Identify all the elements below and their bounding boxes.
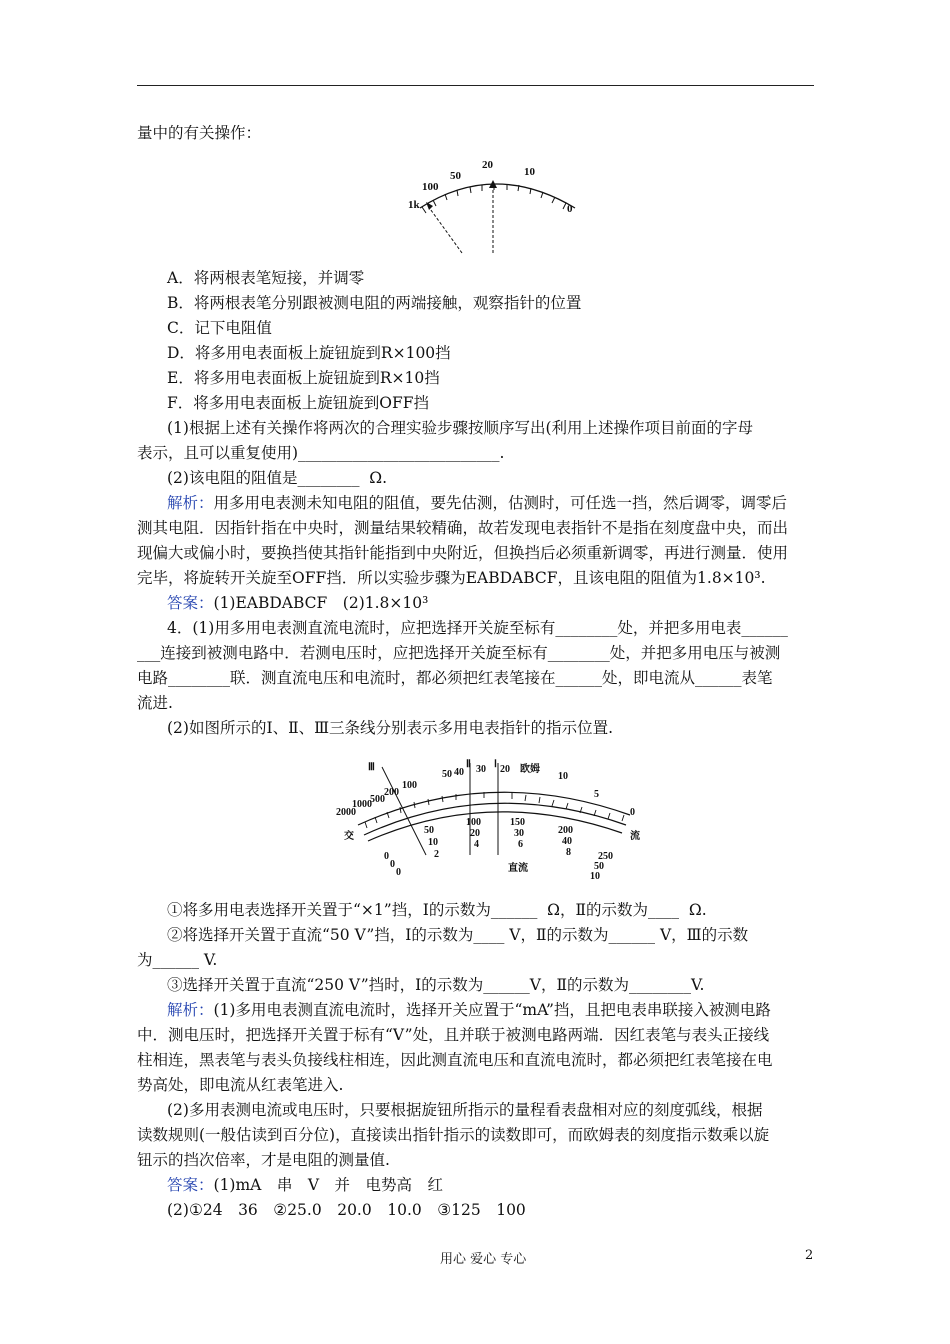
q3-analysis-line4: 完毕，将旋转开关旋至OFF挡．所以实验步骤为EABDABCF，且该电阻的阻值为1.8×10³.	[137, 569, 766, 587]
q3-analysis-line2: 测其电阻．因指针指在中央时，测量结果较精确，故若发现电表指针不是指在刻度盘中央，而出	[137, 519, 789, 537]
scale-0-a: 0	[384, 851, 389, 862]
ohmmeter-dial-figure	[400, 150, 600, 255]
ohm-label-1000: 1000	[352, 799, 372, 810]
scale10-6: 6	[518, 839, 523, 850]
ohm-label-200: 200	[384, 787, 399, 798]
analysis2-line2: 中．测电压时，把选择开关置于标有“V”处，且并联于被测电路两端．因红表笔与表头正接线	[137, 1026, 770, 1044]
dial1-label-100: 100	[422, 181, 439, 193]
analysis-label: 解析：	[167, 494, 214, 512]
scale250-250: 250	[598, 851, 613, 862]
scale50-40: 40	[562, 836, 572, 847]
option-d: D．将多用电表面板上旋钮旋到R×100挡	[167, 344, 451, 362]
sub-1: ①将多用电表选择开关置于“×1”挡，Ⅰ的示数为______ Ω，Ⅱ的示数为____ Ω.	[167, 901, 707, 919]
q4-line4: 流进.	[137, 694, 173, 712]
dc-label: 直流	[508, 863, 528, 874]
option-b: B．将两根表笔分别跟被测电阻的两端接触，观察指针的位置	[167, 294, 582, 312]
dial1-label-10: 10	[524, 166, 535, 178]
dial1-label-50: 50	[450, 170, 461, 182]
dial1-label-1k: 1k	[408, 199, 420, 211]
ohm-label-500: 500	[370, 794, 385, 805]
scale50-30: 30	[514, 828, 524, 839]
analysis2-line6: 读数规则(一般估读到百分位)，直接读出指针指示的读数即可，而欧姆表的刻度指示数乘以旋	[137, 1126, 770, 1144]
header-rule	[137, 85, 814, 86]
analysis2-line1: 解析：(1)多用电表测直流电流时，选择开关应置于“mA”挡，且把电表串联接入被测电路	[167, 1001, 771, 1019]
dial-arc	[420, 184, 575, 208]
scale10-4: 4	[474, 839, 479, 850]
ohm-label-10: 10	[558, 771, 568, 782]
ohm-label-30: 30	[476, 764, 486, 775]
ohm-label-50: 50	[442, 769, 452, 780]
scale50-10: 10	[428, 837, 438, 848]
sub-2b: 为______ V.	[137, 951, 218, 969]
scale50-20: 20	[470, 828, 480, 839]
q4-line3: 电路________联．测直流电压和电流时，都必须把红表笔接在______处，即电流从______表笔	[137, 669, 773, 687]
ohm-label-100: 100	[402, 780, 417, 791]
q3-part1-line1: (1)根据上述有关操作将两次的合理实验步骤按顺序写出(利用上述操作项目前面的字母	[167, 419, 754, 437]
ohm-label-5: 5	[594, 789, 599, 800]
scale10-10: 10	[590, 871, 600, 882]
analysis2-label: 解析：	[167, 1001, 214, 1019]
q4-line5: (2)如图所示的Ⅰ、Ⅱ、Ⅲ三条线分别表示多用电表指针的指示位置.	[167, 719, 613, 737]
scale50-50: 50	[594, 861, 604, 872]
ohm-title: 欧姆	[520, 764, 540, 775]
scale250-100: 100	[466, 817, 481, 828]
pointer-label-I: Ⅰ	[494, 759, 497, 770]
ohm-label-40: 40	[454, 767, 464, 778]
q3-answer: 答案：(1)EABDABCF (2)1.8×10³	[167, 594, 429, 612]
multimeter-dial-figure	[330, 755, 650, 885]
q3-analysis-line3: 现偏大或偏小时，要换挡使其指针能指到中央附近，但换挡后必须重新调零，再进行测量．使用	[137, 544, 789, 562]
answer2-line1: 答案：(1)mA 串 V 并 电势高 红	[167, 1176, 444, 1194]
dial1-label-0: 0	[567, 203, 573, 215]
answer-label: 答案：	[167, 594, 214, 612]
ac-label: 交	[344, 831, 354, 842]
analysis2-line4: 势高处，即电流从红表笔进入.	[137, 1076, 344, 1094]
analysis2-line7: 钮示的挡次倍率，才是电阻的测量值.	[137, 1151, 390, 1169]
analysis2-line3: 柱相连，黑表笔与表头负接线柱相连，因此测直流电压和直流电流时，都必须把红表笔接在电	[137, 1051, 773, 1069]
q3-part2: (2)该电阻的阻值是________ Ω.	[167, 469, 388, 487]
ohm-label-20: 20	[500, 764, 510, 775]
scale250-50: 50	[424, 825, 434, 836]
ohm-label-0: 0	[630, 807, 635, 818]
answer2-line2: (2)①24 36 ②25.0 20.0 10.0 ③125 100	[167, 1201, 526, 1219]
option-c: C．记下电阻值	[167, 319, 272, 337]
option-f: F．将多用电表面板上旋钮旋到OFF挡	[167, 394, 429, 412]
scale10-2: 2	[434, 849, 439, 860]
scale-0-b: 0	[390, 859, 395, 870]
sub-3: ③选择开关置于直流“250 V”挡时，Ⅰ的示数为______V，Ⅱ的示数为________V.	[167, 976, 705, 994]
pointer-arrow-left	[426, 202, 433, 210]
sub-2a: ②将选择开关置于直流“50 V”挡，Ⅰ的示数为____ V，Ⅱ的示数为______ V，Ⅲ的示数	[167, 926, 749, 944]
q4-line1: 4．(1)用多用电表测直流电流时，应把选择开关旋至标有________处，并把多用电表______	[167, 619, 788, 637]
scale250-150: 150	[510, 817, 525, 828]
ohm-label-2000: 2000	[336, 807, 356, 818]
page-number: 2	[805, 1248, 814, 1263]
answer2-label: 答案：	[167, 1176, 214, 1194]
dashed-pointer-left	[428, 206, 462, 253]
q3-analysis-line1: 解析：用多用电表测未知电阻的阻值，要先估测，估测时，可任选一挡，然后调零，调零后	[167, 494, 788, 512]
intro-text: 量中的有关操作：	[137, 124, 262, 142]
footer-center: 用心 爱心 专心	[440, 1252, 527, 1267]
analysis2-line5: (2)多用表测电流或电压时，只要根据旋钮所指示的量程看表盘相对应的刻度弧线，根据	[167, 1101, 763, 1119]
option-e: E．将多用电表面板上旋钮旋到R×10挡	[167, 369, 440, 387]
pointer-label-III: Ⅲ	[368, 762, 375, 773]
scale-0-c: 0	[396, 867, 401, 878]
scale10-8: 8	[566, 847, 571, 858]
pointer-label-II: Ⅱ	[466, 759, 471, 770]
current-label: 流	[630, 831, 640, 842]
q4-line2: ___连接到被测电路中．若测电压时，应把选择开关旋至标有________处，并把多用电压与被测	[137, 644, 781, 662]
option-a: A．将两根表笔短接，并调零	[167, 269, 365, 287]
dial1-label-20: 20	[482, 159, 493, 171]
scale250-200: 200	[558, 825, 573, 836]
q3-part1-line2: 表示，且可以重复使用)__________________________.	[137, 444, 505, 462]
